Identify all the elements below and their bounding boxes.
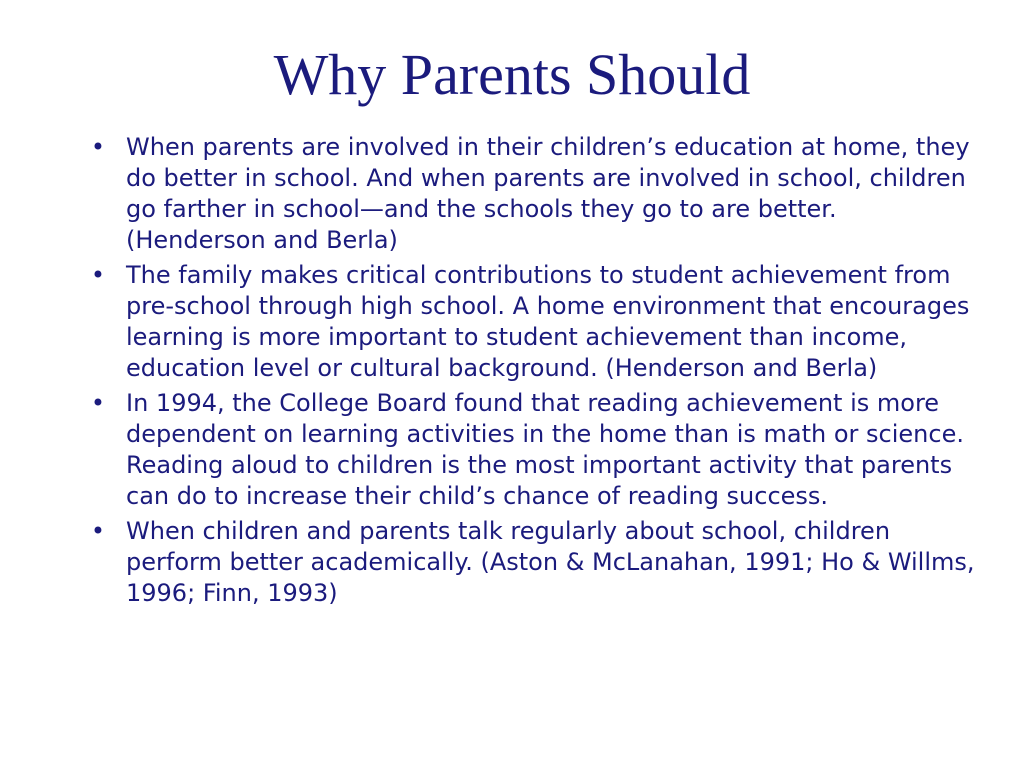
bullet-text: When children and parents talk regularly about school, children perform better academically. (Aston & McLanahan, 1991; Ho & Willms, 1996; Finn, 1993) bbox=[126, 517, 975, 607]
slide-title: Why Parents Should bbox=[273, 42, 751, 107]
bullet-item bbox=[88, 388, 978, 512]
bullet-icon: • bbox=[90, 133, 106, 161]
bullet-text: When parents are involved in their children’s education at home, they do better in school. And when parents are involved in school, children go farther in school—and the schools they go to are better. (Henderson and Berla) bbox=[126, 133, 970, 254]
bullet-item bbox=[88, 260, 978, 384]
bullet-icon: • bbox=[90, 261, 106, 289]
bullet-item bbox=[88, 132, 978, 256]
bullet-icon: • bbox=[90, 517, 106, 545]
bullet-text: In 1994, the College Board found that reading achievement is more dependent on learning activities in the home than is math or science. Reading aloud to children is the most important activity that parents can do to increase their child’s chance of reading success. bbox=[126, 389, 964, 510]
bullet-item bbox=[88, 516, 978, 609]
bullet-icon: • bbox=[90, 389, 106, 417]
bullet-text: The family makes critical contributions to student achievement from pre-school through high school. A home environment that encourages learning is more important to student achievement than income, education level or cultural background. (Henderson and Berla) bbox=[126, 261, 970, 382]
bullet-list bbox=[88, 132, 978, 613]
